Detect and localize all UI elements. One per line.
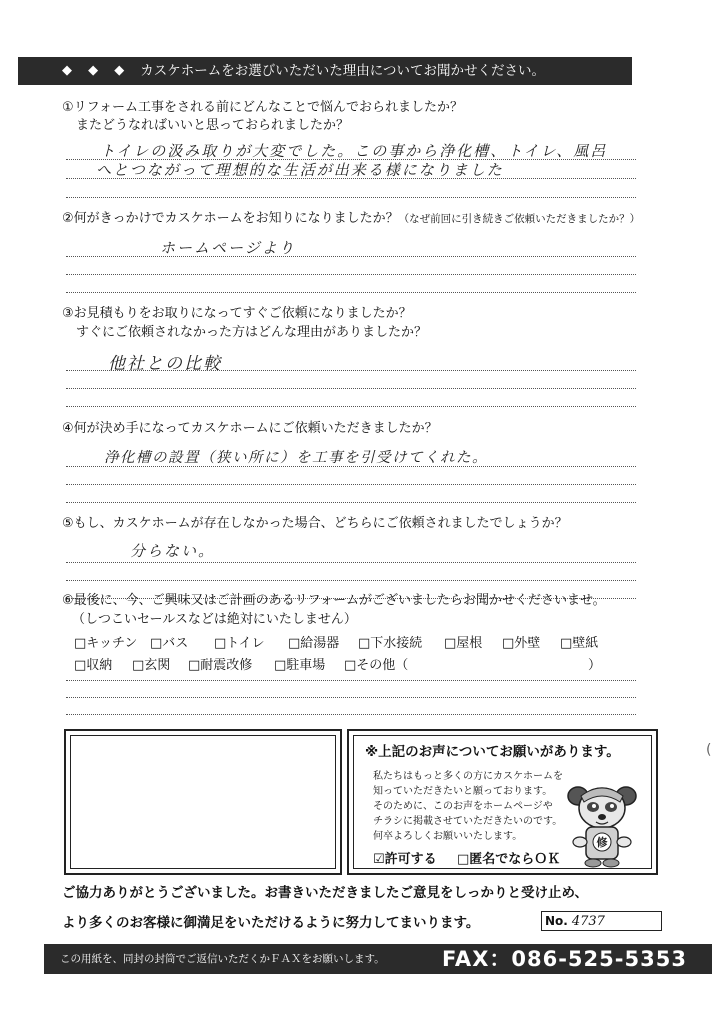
- q5-answer: 分らない。: [130, 542, 216, 560]
- q3-answer-rule: [66, 370, 636, 371]
- q1-answer-line2: へとつながって理想的な生活が出来る様になりました: [96, 161, 504, 179]
- q2-line1: [62, 208, 640, 230]
- q4-answer-rule: [66, 502, 636, 503]
- serial-value: 4737: [571, 914, 605, 929]
- serial-number-box: [541, 911, 662, 931]
- q5-answer-rule: [66, 580, 636, 581]
- q3-answer-rule: [66, 388, 636, 389]
- option-other[interactable]: □その他（: [344, 658, 409, 673]
- thanks-line2: より多くのお客様に御満足をいただけるように努力してまいります。: [62, 915, 480, 931]
- option-storage[interactable]: □収納: [74, 658, 113, 673]
- q2-answer-rule: [66, 256, 636, 257]
- q3-line1: ③お見積もりをお取りになってすぐご依頼になりましたか？: [62, 306, 412, 321]
- header-title: カスケホームをお選びいただいた理由についてお聞かせください。: [140, 63, 545, 79]
- request-text-line: 知っていただきたいと願っております。: [373, 786, 553, 797]
- q4-answer-rule: [66, 484, 636, 485]
- option-sewer-connection[interactable]: □下水接続: [358, 636, 423, 651]
- option-seismic-retrofit[interactable]: □耐震改修: [188, 658, 253, 673]
- q5-line1: ⑤もし、カスケホームが存在しなかった場合、どちらにご依頼されましたでしょうか？: [62, 516, 568, 531]
- header-bar: [18, 57, 632, 85]
- request-text-line: そのために、このお声をホームページや: [373, 801, 553, 812]
- free-comment-box-inner: [70, 735, 336, 869]
- diamond-icons: ◆ ◆ ◆: [62, 63, 131, 78]
- q3-answer: 他社との比較: [108, 354, 222, 374]
- free-comment-box[interactable]: [64, 729, 342, 875]
- request-text-line: 私たちはもっと多くの方にカスケホームを: [373, 771, 563, 782]
- mascot-icon: [564, 782, 640, 868]
- q4-line1: ④何が決め手になってカスケホームにご依頼いただきましたか？: [62, 421, 438, 436]
- footer-bar: [44, 944, 712, 974]
- option-parking[interactable]: □駐車場: [274, 658, 326, 673]
- q2-answer-rule: [66, 292, 636, 293]
- q1-answer-rule: [66, 178, 636, 179]
- q5-answer-rule: [66, 562, 636, 563]
- q3-answer-rule: [66, 406, 636, 407]
- option-toilet[interactable]: □トイレ: [214, 636, 265, 651]
- mascot-badge: 修: [596, 836, 608, 849]
- q2-question: ②何がきっかけでカスケホームをお知りになりましたか？: [62, 211, 399, 226]
- option-other-close-paren: ）: [588, 658, 602, 673]
- q1-answer-rule: [66, 197, 636, 198]
- q6-answer-rule: [66, 680, 636, 681]
- request-text-line: 何卒よろしくお願いいたします。: [373, 831, 523, 842]
- option-roof[interactable]: □屋根: [444, 636, 483, 651]
- permit-checkbox[interactable]: ☑許可する: [373, 852, 437, 867]
- q3-line2: すぐにご依頼されなかった方はどんな理由がありましたか？: [76, 325, 428, 340]
- q4-answer-rule: [66, 466, 636, 467]
- q6-line1: ⑥最後に、今、ご興味又はご計画のあるリフォームがございましたらお聞かせくださいませ。: [62, 593, 606, 608]
- serial-label: No.: [545, 914, 568, 928]
- option-bath[interactable]: □バス: [150, 636, 189, 651]
- option-water-heater[interactable]: □給湯器: [288, 636, 340, 651]
- q1-answer-rule: [66, 159, 636, 160]
- request-title: ※上記のお声についてお願いがあります。: [365, 744, 620, 760]
- footer-text: この用紙を、同封の封筒でご返信いただくかＦＡＸをお願いします。: [60, 953, 385, 965]
- q6-answer-rule: [66, 714, 636, 715]
- q4-answer: 浄化槽の設置（狭い所に）を工事を引受けてくれた。: [104, 450, 488, 466]
- q1-line1: ①リフォーム工事をされる前にどんなことで悩んでおられましたか？: [62, 100, 464, 115]
- option-exterior-wall[interactable]: □外壁: [502, 636, 541, 651]
- fax-number: FAX：086-525-5353: [442, 947, 687, 971]
- q2-answer-rule: [66, 274, 636, 275]
- thanks-line1: ご協力ありがとうございました。お書きいただきましたご意見をしっかりと受け止め、: [62, 885, 588, 901]
- margin-mark: (: [706, 742, 712, 758]
- q6-answer-rule: [66, 697, 636, 698]
- option-wallpaper[interactable]: □壁紙: [560, 636, 599, 651]
- q2-answer: ホームページより: [160, 239, 296, 257]
- anonymous-checkbox[interactable]: □匿名でならＯＫ: [457, 852, 561, 867]
- q2-note: （なぜ前回に引き続きご依頼いただきましたか？）: [398, 213, 641, 225]
- q1-answer-line1: トイレの汲み取りが大変でした。この事から浄化槽、トイレ、風呂: [100, 142, 608, 160]
- q6-line2: （しつこいセールスなどは絶対にいたしません）: [72, 612, 357, 627]
- request-text-line: チラシに掲載させていただきたいのです。: [373, 816, 563, 827]
- q1-line2: またどうなればいいと思っておられましたか？: [76, 118, 350, 133]
- option-entrance[interactable]: □玄関: [132, 658, 171, 673]
- option-kitchen[interactable]: □キッチン: [74, 636, 138, 651]
